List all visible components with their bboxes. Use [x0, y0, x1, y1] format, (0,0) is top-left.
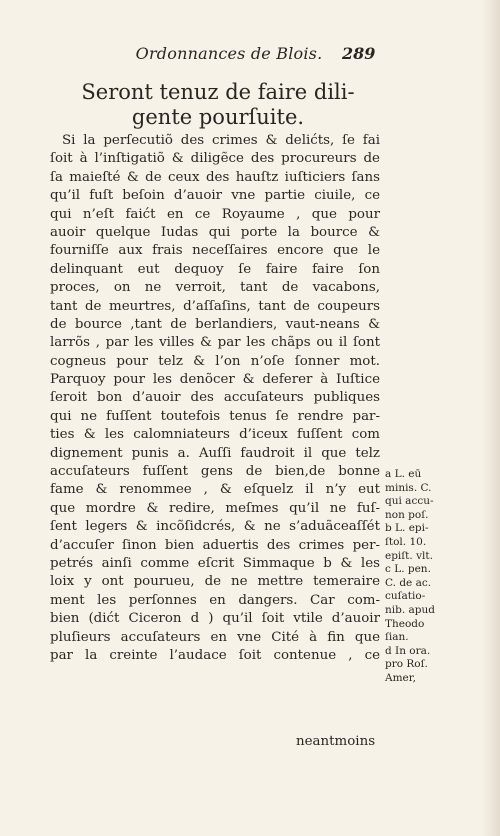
text-line: tant de meurtres, d’aſſaſins, tant de coupeurs — [50, 298, 380, 314]
heading-line: gente pourſuite. — [131, 105, 305, 129]
text-line: Si la perſecutiõ des crimes & delićts, ſe fai — [62, 133, 380, 148]
section-heading — [68, 80, 368, 130]
margin-note: a L. eū — [385, 468, 422, 480]
text-line: auoir quelque Iudas qui porte la bource & — [50, 224, 380, 240]
text-line: ties & les calomniateurs d’iceux fuſſent com — [50, 427, 380, 443]
text-line: pluſieurs accuſateurs en vne Cité à fin que — [50, 629, 380, 645]
margin-note: ſian. — [385, 631, 409, 644]
text-line: Parquoy pour les denõcer & deferer à Iuſtice — [50, 372, 380, 388]
text-line: ſent legers & incõſidcrés, & ne s’aduãceaſſét — [50, 519, 380, 535]
margin-note: non poſ. — [385, 508, 429, 521]
text-line: larrõs , par les villes & par les chãps ou il ſont — [50, 335, 380, 351]
text-line: qui n’eſt faićt en ce Royaume , que pour — [50, 206, 380, 222]
text-line: qui ne fuſſent toutefois tenus ſe rendre par- — [50, 408, 380, 424]
text-line: qu’il fuſt beſoin d’auoir vne partie ciuile, ce — [50, 188, 380, 204]
body-text — [50, 132, 380, 665]
margin-note: b L. epi- — [385, 522, 429, 535]
text-line: dignement punis a. Auſſi faudroit il que telz — [50, 445, 380, 461]
text-line: d’accuſer ſinon bien aduertis des crimes per- — [50, 537, 380, 553]
margin-note: cuſatio- — [385, 590, 426, 603]
margin-note: d In ora. — [385, 644, 431, 657]
text-line: ſeroit bon d’auoir des accuſateurs publiques — [50, 390, 380, 406]
text-line: ment les perſonnes en dangers. Car com- — [50, 592, 380, 608]
text-line: delinquant eut dequoy ſe faire faire ſon — [50, 261, 380, 277]
margin-notes — [385, 468, 461, 686]
margin-note: epiſt. vlt. — [385, 549, 433, 562]
running-head: Ordonnances de Blois. — [135, 44, 323, 63]
margin-note: pro Roſ. — [385, 658, 428, 671]
text-line: petrés ainſi comme eſcrit Simmaque b & les — [50, 555, 380, 571]
text-line: fame & renommee , & eſquelz il n’y eut — [50, 482, 380, 498]
page-number: 289 — [342, 44, 376, 63]
heading-line: Seront tenuz de faire dili- — [81, 80, 355, 104]
text-line: par la creinte l’audace ſoit contenue , ce — [50, 647, 380, 663]
text-line: que mordre & redire, meſmes qu’il ne fuſ- — [50, 500, 380, 516]
margin-note: Amer, — [385, 671, 416, 684]
text-line: ſoit à l’inſtigatiõ & diligẽce des procureurs de — [50, 151, 380, 167]
text-line: ſa maieſté & de ceux des hauſtz iuſticiers ſans — [50, 169, 380, 185]
text-line: proces, on ne verroit, tant de vacabons, — [50, 280, 380, 296]
margin-note: minis. C. — [385, 481, 432, 494]
text-line: loix y ont pourueu, de ne mettre temeraire — [50, 574, 380, 590]
catchword: neantmoins — [296, 734, 376, 749]
margin-note: c L. pen. — [385, 563, 431, 576]
margin-note: qui accu- — [385, 495, 434, 508]
text-line: accuſateurs fuſſent gens de bien,de bonne — [50, 464, 380, 480]
text-line: bien (dićt Ciceron d ) qu’il ſoit vtile d’auoir — [50, 611, 380, 627]
text-line: de bource ,tant de berlandiers, vaut-neans & — [50, 316, 380, 332]
margin-note: Theodo — [385, 617, 425, 630]
margin-note: nib. apud — [385, 603, 435, 616]
page-edge — [482, 0, 500, 836]
text-line: fourniſſe aux frais neceſſaires encore que le — [50, 243, 380, 259]
margin-note: C. de ac. — [385, 576, 432, 589]
margin-note: ſtol. 10. — [385, 535, 427, 548]
text-line: cogneus pour telz & l’on n’oſe ſonner mot. — [50, 353, 380, 369]
